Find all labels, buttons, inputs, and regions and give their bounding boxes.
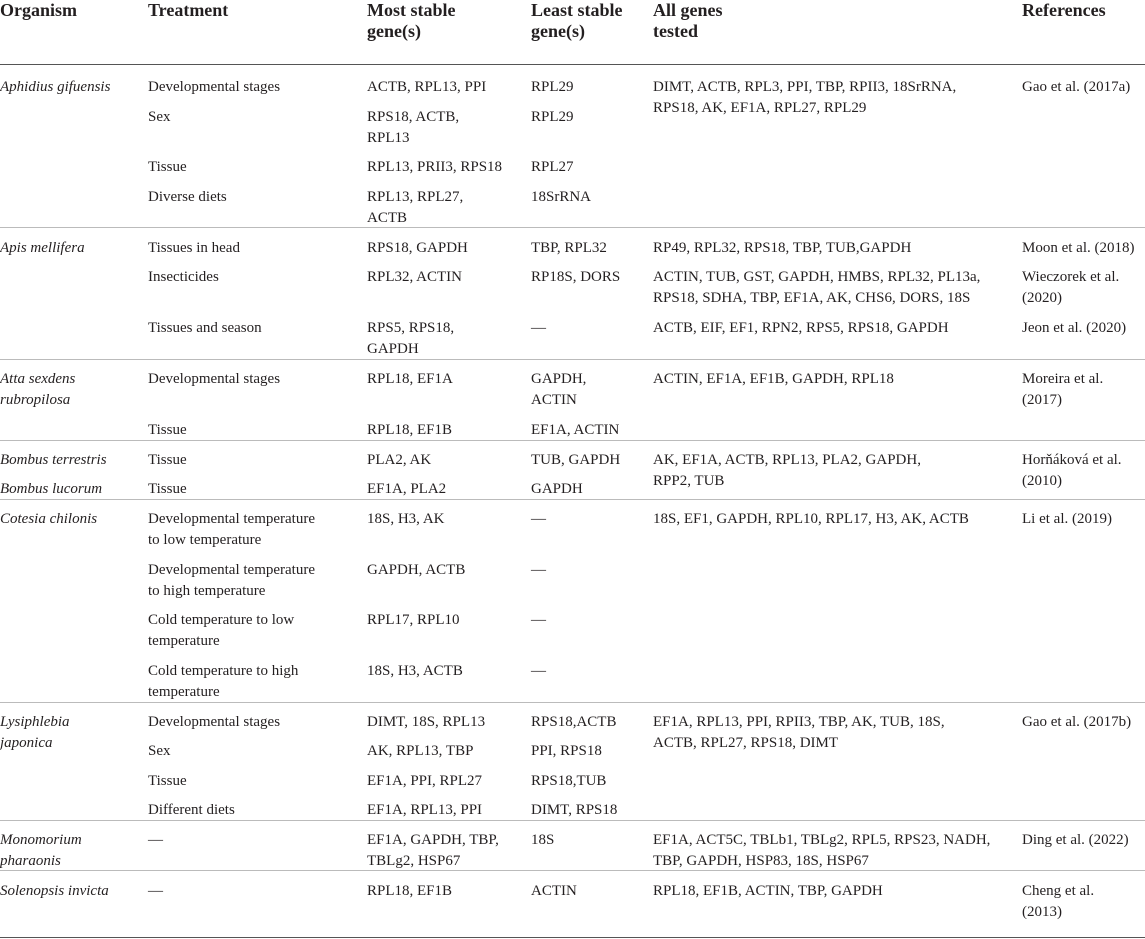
header-least-stable: Least stable gene(s) (531, 0, 623, 41)
most-stable-cell: RPS18, ACTB, RPL13 (367, 109, 460, 146)
reference-cell: Moreira et al. (2017) (1022, 371, 1104, 408)
most-stable-cell: RPL18, EF1B (367, 422, 453, 438)
organism-cell: Apis mellifera (0, 240, 85, 256)
all-genes-cell: ACTB, EIF, EF1, RPN2, RPS5, RPS18, GAPDH (653, 320, 949, 336)
header-treatment: Treatment (148, 0, 229, 20)
least-stable-cell: RP18S, DORS (531, 269, 621, 285)
organism-cell: Aphidius gifuensis (0, 79, 111, 95)
reference-cell: Wieczorek et al. (2020) (1022, 269, 1120, 306)
all-genes-cell: AK, EF1A, ACTB, RPL13, PLA2, GAPDH, RPP2, TUB (653, 452, 921, 489)
treatment-cell: Tissue (148, 159, 187, 175)
most-stable-cell: PLA2, AK (367, 452, 432, 468)
all-genes-cell: 18S, EF1, GAPDH, RPL10, RPL17, H3, AK, ACTB (653, 511, 969, 527)
treatment-cell: Developmental temperature to low temperature (148, 511, 316, 548)
reference-cell: Gao et al. (2017a) (1022, 79, 1131, 95)
least-stable-cell: DIMT, RPS18 (531, 802, 618, 818)
most-stable-cell: EF1A, RPL13, PPI (367, 802, 483, 818)
most-stable-cell: 18S, H3, ACTB (367, 663, 463, 679)
treatment-cell: Diverse diets (148, 189, 227, 205)
least-stable-cell: — (531, 663, 546, 679)
treatment-cell: — (148, 883, 163, 899)
reference-cell: Moon et al. (2018) (1022, 240, 1135, 256)
group-rule (0, 820, 1145, 821)
table-header (0, 0, 1145, 64)
header-organism: Organism (0, 0, 78, 20)
group-rule (0, 702, 1145, 703)
most-stable-cell: RPL13, PRII3, RPS18 (367, 159, 503, 175)
all-genes-cell: ACTIN, EF1A, EF1B, GAPDH, RPL18 (653, 371, 894, 387)
treatment-cell: Sex (148, 743, 171, 759)
reference-cell: Gao et al. (2017b) (1022, 714, 1132, 730)
treatment-cell: Tissue (148, 422, 187, 438)
organism-cell: Lysiphlebia japonica (0, 714, 70, 751)
treatment-cell: Cold temperature to low temperature (148, 612, 295, 649)
least-stable-cell: GAPDH (531, 481, 583, 497)
group-rule (0, 870, 1145, 871)
treatment-cell: Cold temperature to high temperature (148, 663, 299, 700)
least-stable-cell: — (531, 320, 546, 336)
treatment-cell: Insecticides (148, 269, 219, 285)
most-stable-cell: RPS18, GAPDH (367, 240, 468, 256)
header-all-genes: All genes tested (653, 0, 723, 41)
group-rule (0, 359, 1145, 360)
most-stable-cell: ACTB, RPL13, PPI (367, 79, 487, 95)
most-stable-cell: DIMT, 18S, RPL13 (367, 714, 486, 730)
most-stable-cell: EF1A, GAPDH, TBP, TBLg2, HSP67 (367, 832, 499, 869)
treatment-cell: Tissue (148, 773, 187, 789)
treatment-cell: Tissue (148, 481, 187, 497)
least-stable-cell: — (531, 612, 546, 628)
treatment-cell: Developmental stages (148, 79, 281, 95)
most-stable-cell: RPL17, RPL10 (367, 612, 460, 628)
least-stable-cell: RPS18,TUB (531, 773, 607, 789)
reference-cell: Li et al. (2019) (1022, 511, 1112, 527)
most-stable-cell: AK, RPL13, TBP (367, 743, 474, 759)
reference-cell: Horňáková et al. (2010) (1022, 452, 1122, 489)
least-stable-cell: EF1A, ACTIN (531, 422, 620, 438)
most-stable-cell: RPL13, RPL27, ACTB (367, 189, 464, 226)
most-stable-cell: RPL18, EF1A (367, 371, 453, 387)
organism-cell: Bombus lucorum (0, 481, 103, 497)
least-stable-cell: ACTIN (531, 883, 577, 899)
header-most-stable: Most stable gene(s) (367, 0, 456, 41)
treatment-cell: Different diets (148, 802, 235, 818)
all-genes-cell: EF1A, ACT5C, TBLb1, TBLg2, RPL5, RPS23, NADH, TBP, GAPDH, HSP83, 18S, HSP67 (653, 832, 991, 869)
least-stable-cell: TUB, GAPDH (531, 452, 621, 468)
treatment-cell: — (148, 832, 163, 848)
most-stable-cell: RPL32, ACTIN (367, 269, 463, 285)
least-stable-cell: TBP, RPL32 (531, 240, 607, 256)
all-genes-cell: ACTIN, TUB, GST, GAPDH, HMBS, RPL32, PL13a, RPS18, SDHA, TBP, EF1A, AK, CHS6, DORS, 18S (653, 269, 981, 306)
least-stable-cell: PPI, RPS18 (531, 743, 602, 759)
most-stable-cell: GAPDH, ACTB (367, 562, 466, 578)
least-stable-cell: RPL29 (531, 109, 574, 125)
treatment-cell: Tissues in head (148, 240, 240, 256)
most-stable-cell: 18S, H3, AK (367, 511, 445, 527)
organism-cell: Cotesia chilonis (0, 511, 98, 527)
least-stable-cell: GAPDH, ACTIN (531, 371, 587, 408)
all-genes-cell: DIMT, ACTB, RPL3, PPI, TBP, RPII3, 18SrRNA, RPS18, AK, EF1A, RPL27, RPL29 (653, 79, 957, 116)
least-stable-cell: 18S (531, 832, 555, 848)
most-stable-cell: EF1A, PLA2 (367, 481, 447, 497)
treatment-cell: Developmental stages (148, 714, 281, 730)
reference-cell: Ding et al. (2022) (1022, 832, 1129, 848)
treatment-cell: Sex (148, 109, 171, 125)
treatment-cell: Developmental temperature to high temperature (148, 562, 316, 599)
all-genes-cell: EF1A, RPL13, PPI, RPII3, TBP, AK, TUB, 18S, ACTB, RPL27, RPS18, DIMT (653, 714, 945, 751)
least-stable-cell: RPL27 (531, 159, 574, 175)
most-stable-cell: RPS5, RPS18, GAPDH (367, 320, 455, 357)
least-stable-cell: 18SrRNA (531, 189, 592, 205)
group-rule (0, 227, 1145, 228)
most-stable-cell: EF1A, PPI, RPL27 (367, 773, 483, 789)
header-references: References (1022, 0, 1106, 20)
least-stable-cell: RPL29 (531, 79, 574, 95)
treatment-cell: Developmental stages (148, 371, 281, 387)
least-stable-cell: — (531, 511, 546, 527)
least-stable-cell: RPS18,ACTB (531, 714, 617, 730)
least-stable-cell: — (531, 562, 546, 578)
header-rule (0, 64, 1145, 65)
organism-cell: Bombus terrestris (0, 452, 107, 468)
organism-cell: Solenopsis invicta (0, 883, 109, 899)
reference-cell: Cheng et al. (2013) (1022, 883, 1095, 920)
all-genes-cell: RPL18, EF1B, ACTIN, TBP, GAPDH (653, 883, 883, 899)
reference-cell: Jeon et al. (2020) (1022, 320, 1127, 336)
most-stable-cell: RPL18, EF1B (367, 883, 453, 899)
treatment-cell: Tissues and season (148, 320, 262, 336)
organism-cell: Monomorium pharaonis (0, 832, 82, 869)
bottom-rule (0, 937, 1145, 938)
treatment-cell: Tissue (148, 452, 187, 468)
group-rule (0, 440, 1145, 441)
all-genes-cell: RP49, RPL32, RPS18, TBP, TUB,GAPDH (653, 240, 912, 256)
group-rule (0, 499, 1145, 500)
organism-cell: Atta sexdens rubropilosa (0, 371, 76, 408)
